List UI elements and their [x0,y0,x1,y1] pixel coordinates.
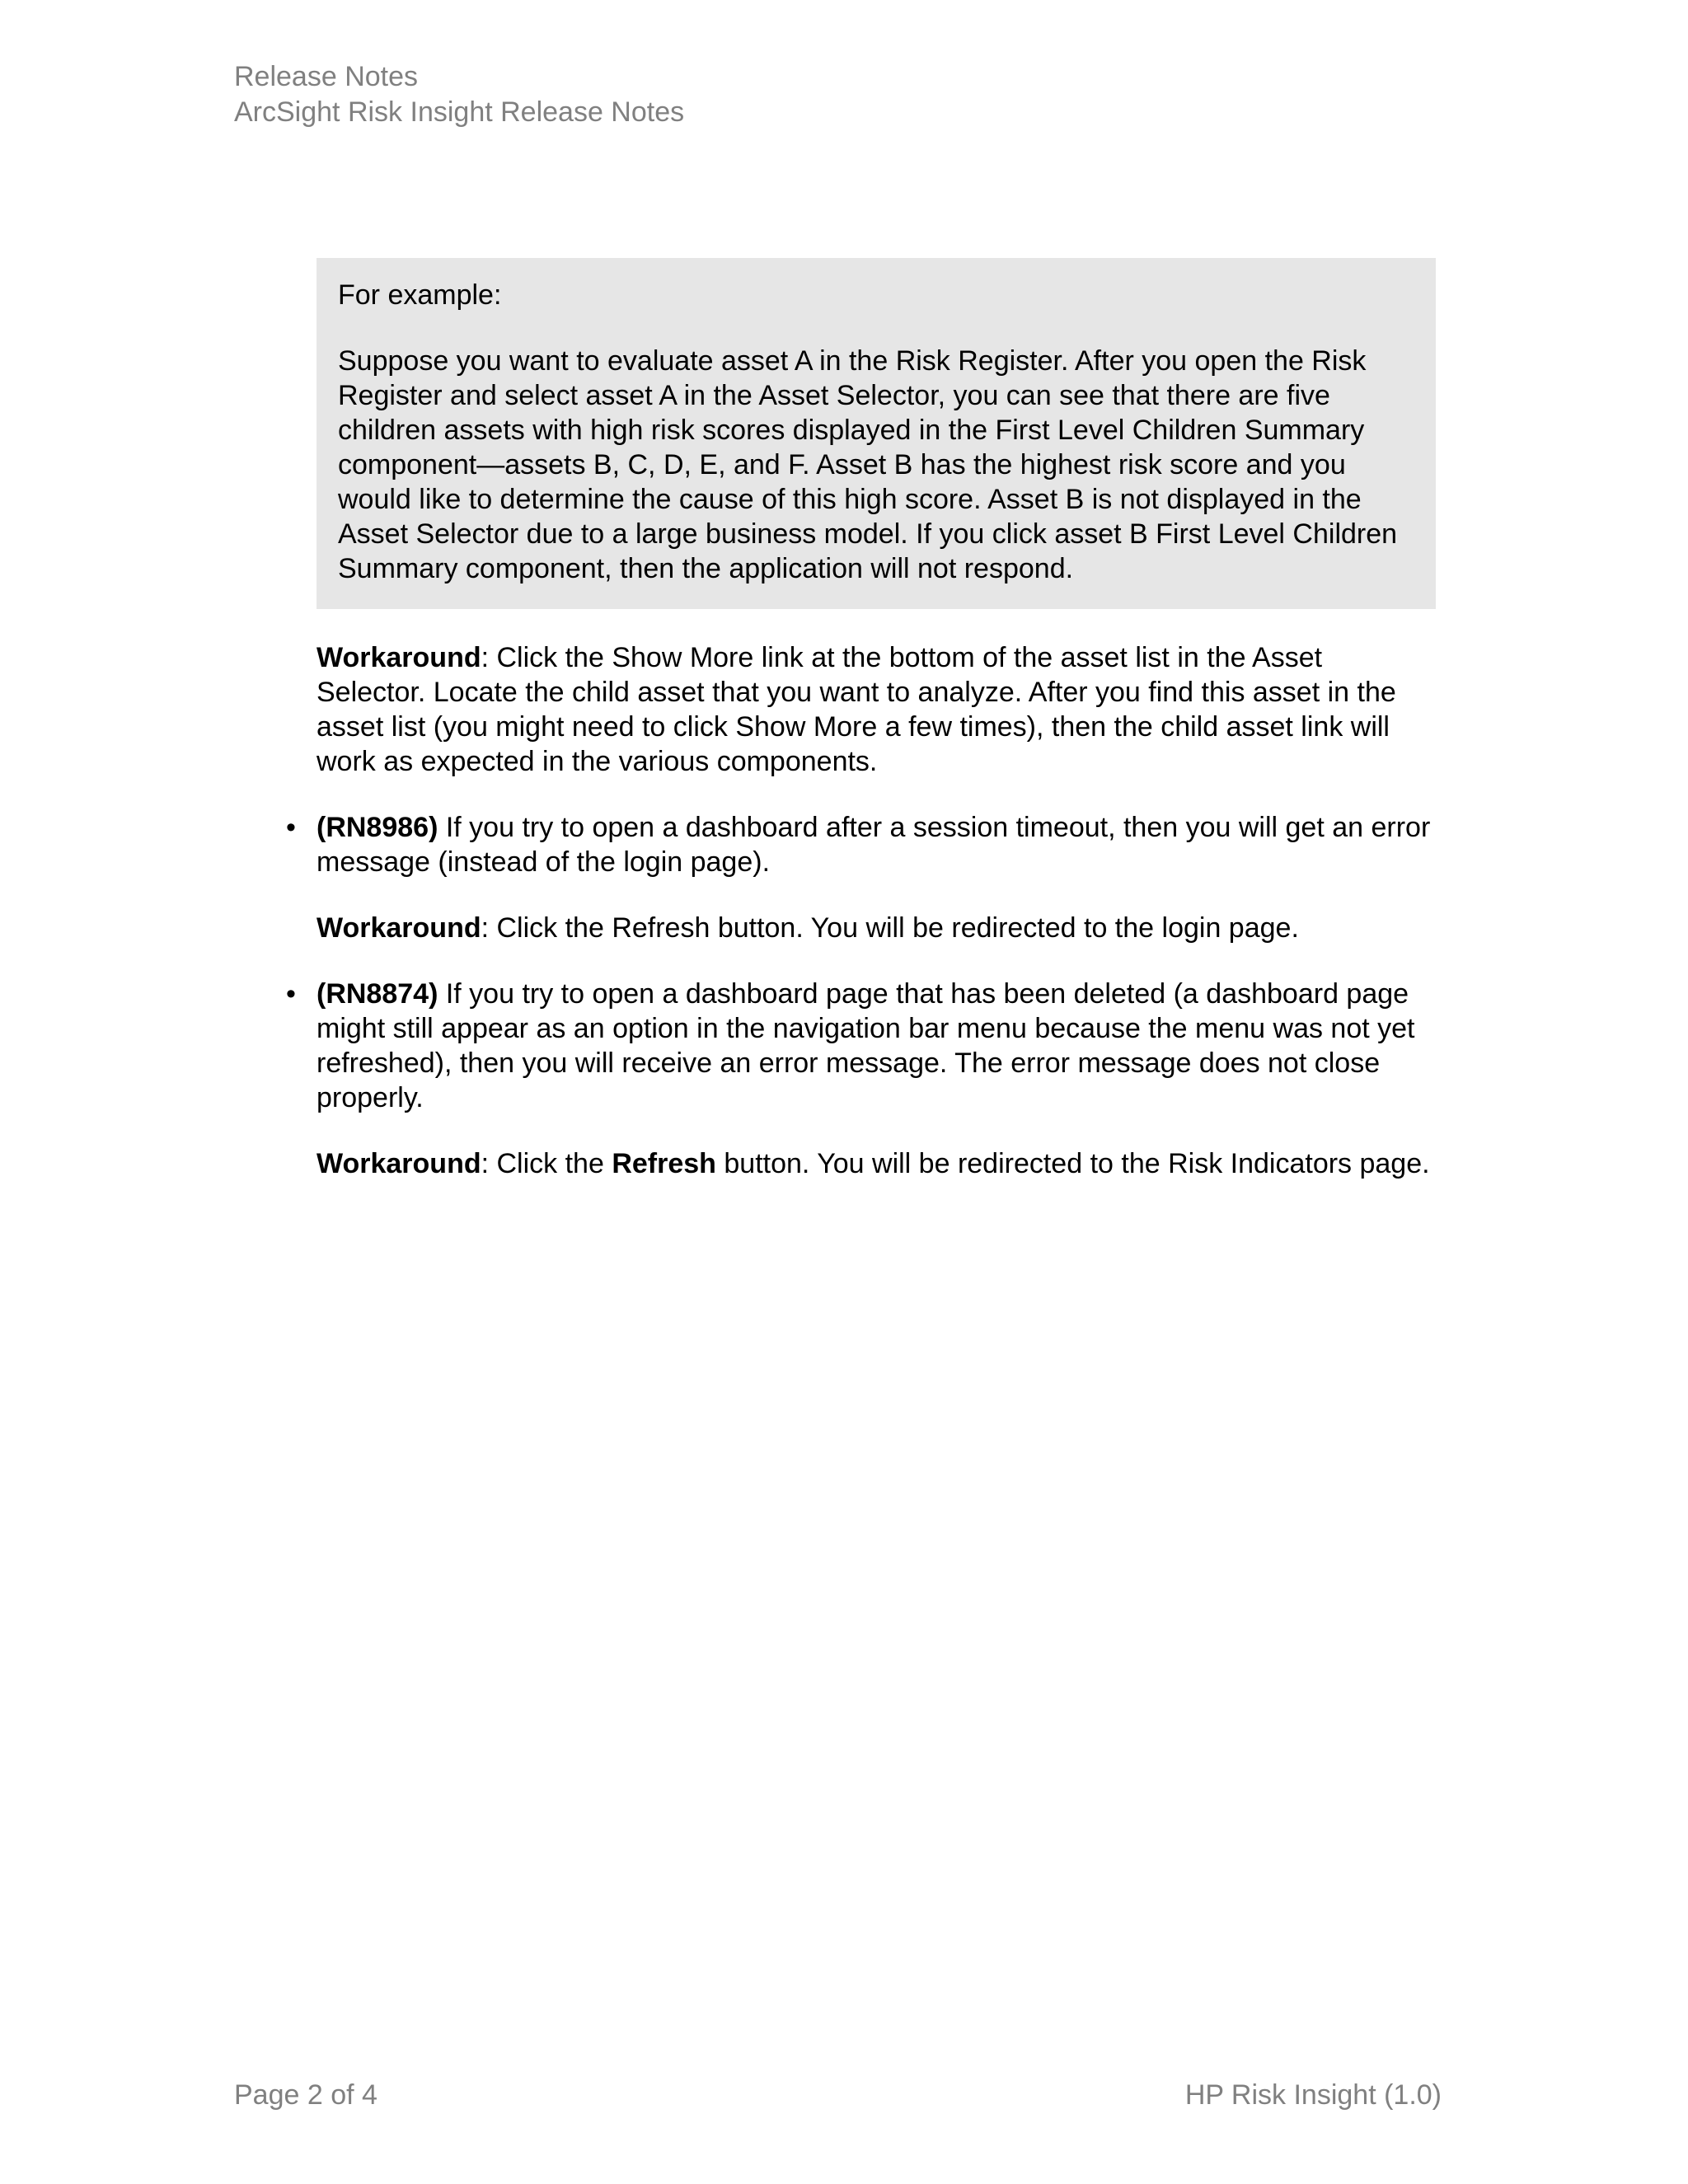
issue-rn8874 [286,977,1436,1181]
workaround-text: : Click the Show More link at the bottom of the asset list in the Asset Selector. Locate the child asset that you want to analyze. After you find this asset in the asset list (you might need to click Show More a few times), then the child asset link will work as expected in the various components. [316,642,1396,777]
issue-description [316,977,1436,1115]
header-doc-type: Release Notes [234,61,419,92]
header-doc-title: ArcSight Risk Insight Release Notes [234,96,685,128]
workaround-label: Workaround [316,642,481,673]
workaround-label: Workaround [316,1148,481,1179]
bullet-icon: • [286,978,296,1010]
issue-text: If you try to open a dashboard after a session timeout, then you will get an error message (instead of the login page). [316,812,1431,878]
issue-workaround [316,911,1436,945]
footer-product: HP Risk Insight (1.0) [1184,2079,1442,2111]
issue-workaround [316,1146,1436,1181]
workaround-label: Workaround [316,912,481,944]
issue-rn8986 [286,810,1436,945]
workaround-text: : Click the Refresh button. You will be redirected to the login page. [481,912,1299,944]
issue-id: (RN8986) [316,812,438,843]
workaround-text-pre: : Click the [481,1148,612,1179]
issue-text: If you try to open a dashboard page that has been deleted (a dashboard page might still appear as an option in the navigation bar menu because the menu was not yet refreshed), then you will receive an error message. The error message does not close properly. [316,978,1415,1113]
workaround-text-post: button. You will be redirected to the Risk Indicators page. [715,1148,1430,1179]
footer-page-number: Page 2 of 4 [234,2079,377,2111]
example-box [316,258,1436,609]
bullet-icon: • [286,812,296,843]
issue-description [316,810,1436,879]
refresh-term: Refresh [612,1148,716,1179]
page-content [286,258,1436,1181]
issue-id: (RN8874) [316,978,438,1010]
running-header [234,59,684,130]
workaround-show-more [316,640,1436,779]
example-intro: For example: [338,279,502,311]
example-body: Suppose you want to evaluate asset A in the Risk Register. After you open the Risk Register and select asset A in the Asset Selector, you can see that there are five children assets with high risk scores displayed in the First Level Children Summary component—assets B, C, D, E, and F. Asset B has the highest risk score and you would like to determine the cause of this high score. Asset B is not displayed in the Asset Selector due to a large business model. If you click asset B First Level Children Summary component, then the application will not respond. [338,345,1398,584]
